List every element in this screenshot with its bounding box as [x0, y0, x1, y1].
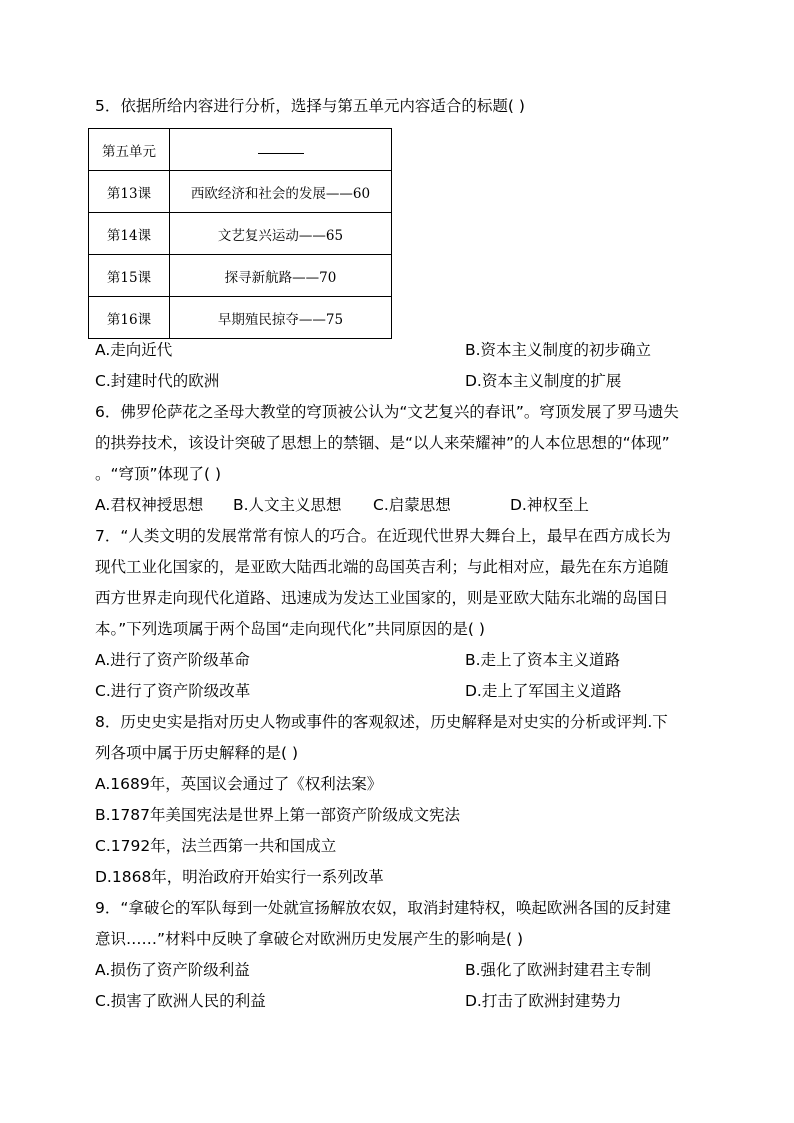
q7-option-a: A.进行了资产阶级革命 [95, 651, 250, 669]
q8-option-b: B.1787年美国宪法是世界上第一部资产阶级成文宪法 [95, 806, 461, 824]
q7-stem-line: 7．“人类文明的发展常常有惊人的巧合。在近现代世界大舞台上，最早在西方成长为 [95, 527, 671, 545]
q6-option-c: C.启蒙思想 [373, 496, 451, 514]
lesson-number: 第13课 [89, 171, 170, 213]
q9-stem-line: 意识……”材料中反映了拿破仑对欧洲历史发展产生的影响是( ) [95, 930, 524, 948]
q6-stem-line: 6．佛罗伦萨花之圣母大教堂的穹顶被公认为“文艺复兴的春讯”。穹顶发展了罗马遗失 [95, 403, 679, 421]
q6-options-row [95, 495, 745, 515]
q7-option-d: D.走上了军国主义道路 [465, 682, 622, 700]
q8-option-a: A.1689年，英国议会通过了《权利法案》 [95, 775, 383, 793]
lesson-number: 第14课 [89, 213, 170, 255]
lesson-title: 探寻新航路——70 [170, 255, 392, 297]
q8-option-d: D.1868年，明治政府开始实行一系列改革 [95, 868, 384, 886]
q7-stem-line: 现代工业化国家的，是亚欧大陆西北端的岛国英吉利；与此相对应，最先在东方追随 [95, 558, 669, 576]
q7-stem-line: 本。”下列选项属于两个岛国“走向现代化”共同原因的是( ) [95, 620, 485, 638]
q9-option-d: D.打击了欧洲封建势力 [465, 992, 622, 1010]
q5-options-row2 [95, 371, 745, 391]
table-row [89, 213, 392, 255]
unit-title-blank [170, 129, 392, 171]
table-row [89, 297, 392, 339]
lesson-number: 第16课 [89, 297, 170, 339]
lesson-title: 西欧经济和社会的发展——60 [170, 171, 392, 213]
q7-options-row2 [95, 681, 745, 701]
q9-options-row2 [95, 991, 745, 1011]
lesson-title: 早期殖民掠夺——75 [170, 297, 392, 339]
q7-option-c: C.进行了资产阶级改革 [95, 682, 251, 700]
q9-option-a: A.损伤了资产阶级利益 [95, 961, 250, 979]
lesson-title: 文艺复兴运动——65 [170, 213, 392, 255]
q9-option-b: B.强化了欧洲封建君主专制 [465, 961, 652, 979]
q5-option-b: B.资本主义制度的初步确立 [465, 341, 652, 359]
q5-options-row1 [95, 340, 745, 360]
table-row [89, 255, 392, 297]
q7-option-b: B.走上了资本主义道路 [465, 651, 621, 669]
q9-option-c: C.损害了欧洲人民的利益 [95, 992, 266, 1010]
q7-stem-line: 西方世界走向现代化道路、迅速成为发达工业国家的，则是亚欧大陆东北端的岛国日 [95, 589, 669, 607]
q9-options-row1 [95, 960, 745, 980]
unit-table [88, 128, 392, 339]
q6-option-b: B.人文主义思想 [233, 496, 342, 514]
blank-line [258, 141, 304, 154]
table-row [89, 129, 392, 171]
q6-option-d: D.神权至上 [510, 496, 589, 514]
q5-stem: 5．依据所给内容进行分析，选择与第五单元内容适合的标题( ) [95, 97, 525, 115]
q6-option-a: A.君权神授思想 [95, 496, 204, 514]
q5-option-a: A.走向近代 [95, 341, 173, 359]
q7-options-row1 [95, 650, 745, 670]
lesson-number: 第15课 [89, 255, 170, 297]
q9-stem-line: 9．“拿破仑的军队每到一处就宣扬解放农奴，取消封建特权，唤起欧洲各国的反封建 [95, 899, 671, 917]
table-row [89, 171, 392, 213]
q5-option-c: C.封建时代的欧洲 [95, 372, 220, 390]
q6-stem-line: 的拱券技术，该设计突破了思想上的禁锢、是“以人来荣耀神”的人本位思想的“体现” [95, 434, 670, 452]
q8-option-c: C.1792年，法兰西第一共和国成立 [95, 837, 337, 855]
q8-stem-line: 8．历史史实是指对历史人物或事件的客观叙述，历史解释是对史实的分析或评判.下 [95, 713, 668, 731]
unit-label: 第五单元 [89, 129, 170, 171]
q6-stem-line: 。“穹顶”体现了( ) [95, 465, 222, 483]
q5-option-d: D.资本主义制度的扩展 [465, 372, 622, 390]
q8-stem-line: 列各项中属于历史解释的是( ) [95, 744, 299, 762]
